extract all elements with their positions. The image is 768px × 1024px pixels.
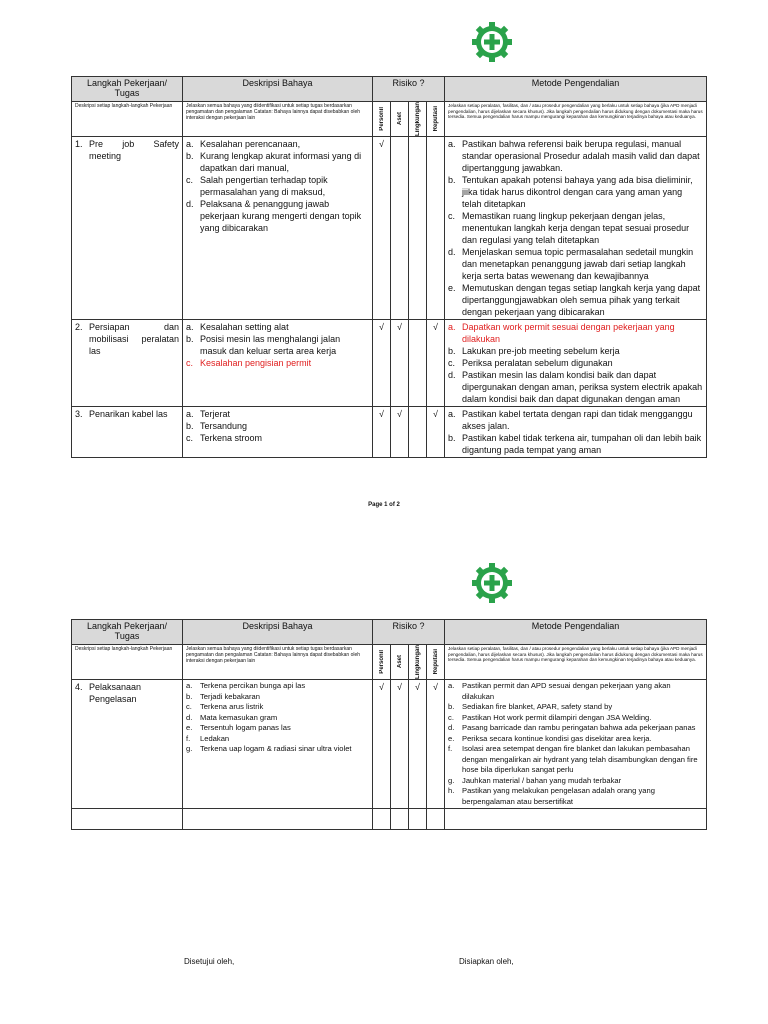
control-item: h. Pastikan yang melakukan pengelasan adalah orang yang berpengalaman atau bersertifikat (448, 786, 655, 806)
hazard-item: d. Pelaksana & penanggung jawab pekerjaan kurang mengerti dengan topik yang dibicarakan (186, 199, 362, 233)
step-number: 1. (75, 139, 83, 149)
step-label: Pelaksanaan Pengelasan (89, 682, 142, 704)
page-number: Page 1 of 2 (368, 502, 400, 508)
control-item: d. Menjelaskan semua topic permasalahan sedetail mungkin dan menetapkan penanggung jawab dari setiap langkah kerja serta batas wewenang dan kewajibannya (448, 247, 694, 281)
risk-reputasi: Reputasi (432, 649, 439, 675)
risk-check: √ (409, 680, 427, 809)
sub-step: Deskripsi setiap langkah-langkah Pekerjaan (72, 102, 183, 137)
risk-check: √ (427, 320, 445, 407)
hazard-item: a. Terjerat (186, 409, 231, 419)
step-label: Persiapan dan mobilisasi peralatan las (89, 322, 179, 356)
risk-check: √ (373, 320, 391, 407)
risk-check: √ (391, 407, 409, 458)
table-row (72, 137, 707, 320)
risk-check (409, 320, 427, 407)
sub-hazard: Jelaskan semua bahaya yang diidentifikasi untuk setiap tugas berdasarkan pengamatan dan pengalaman Catatan: Bahaya lainnya dapat disebabkan oleh interaksi dengan pekerjaan lain (183, 645, 373, 680)
sub-control: Jelaskan setiap peralatan, fasilitas, dan / atau prosedur pengendalian yang berlaku untuk setiap bahaya (jika APD menjadi pengendalian, harus dijelaskan secara khusus). Jika langkah pengendalian harus didukung dengan dokumentasi maka harus tersedia. Semua pengendalian harus mampu mengurangi keparahan dan kemungkinan terjadinya bahaya atau keduanya. (445, 102, 707, 137)
control-item: b. Pastikan kabel tidak terkena air, tumpahan oli dan lebih baik digantung pada tempat yang aman (448, 433, 702, 455)
hazard-item: b. Terjadi kebakaran (186, 691, 260, 701)
empty-row (72, 809, 707, 830)
control-item: d. Pastikan mesin las dalam kondisi baik dan dapat dipergunakan dengan aman, periksa system electrik apakah dalam kondisi baik dan dapat digunakan dengan aman (448, 370, 703, 404)
risk-lingkungan: Lingkungan (414, 645, 421, 679)
control-item: d. Pasang barricade dan rambu peringatan bahwa ada pekerjaan panas (448, 723, 696, 732)
risk-lingkungan: Lingkungan (414, 102, 421, 136)
company-logo (470, 20, 514, 64)
hazard-item: a. Terkena percikan bunga api las (186, 681, 306, 690)
hazard-item: a. Kesalahan perencanaan, (186, 139, 301, 149)
header-step: Langkah Pekerjaan/ Tugas (72, 77, 183, 102)
header-hazard: Deskripsi Bahaya (183, 620, 373, 645)
hazard-cell (183, 320, 373, 407)
sub-control: Jelaskan setiap peralatan, fasilitas, dan / atau prosedur pengendalian yang berlaku untuk setiap bahaya (jika APD menjadi pengendalian, harus dijelaskan secara khusus). Jika langkah pengendalian harus didukung dengan dokumentasi maka harus tersedia. Semua pengendalian harus mampu mengurangi keparahan dan kemungkinan terjadinya bahaya atau keduanya. (445, 645, 707, 680)
hazard-item: g. Terkena uap logam & radiasi sinar ultra violet (186, 744, 352, 753)
risk-check: √ (373, 137, 391, 320)
header-control: Metode Pengendalian (445, 77, 707, 102)
sub-step: Deskripsi setiap langkah-langkah Pekerjaan (72, 645, 183, 680)
hazard-cell (183, 137, 373, 320)
step-label: Pre job Safety meeting (89, 139, 179, 161)
table-row (72, 680, 707, 809)
control-item: c. Pastikan Hot work permit dilampiri dengan JSA Welding. (448, 712, 652, 722)
hazard-item: c. Kesalahan pengisian permit (186, 358, 312, 368)
hazard-item: b. Kurang lengkap akurat informasi yang di dapatkan dari manual, (186, 151, 362, 173)
control-item: b. Lakukan pre-job meeting sebelum kerja (448, 346, 620, 356)
header-control: Metode Pengendalian (445, 620, 707, 645)
risk-personil: Personil (378, 650, 385, 674)
control-item: c. Periksa peralatan sebelum digunakan (448, 358, 613, 368)
risk-reputasi: Reputasi (432, 106, 439, 132)
risk-check: √ (373, 680, 391, 809)
header-risk: Risiko ? (373, 620, 445, 645)
risk-check (427, 137, 445, 320)
control-item: a. Pastikan bahwa referensi baik berupa regulasi, manual standar operasional Prosedur adalah masih valid dan dapat dipertanggung jawabkan. (448, 139, 700, 173)
risk-check: √ (373, 407, 391, 458)
control-item: a. Pastikan permit dan APD sesuai dengan pekerjaan yang akan dilakukan (448, 681, 671, 701)
hazard-item: c. Terkena stroom (186, 433, 263, 443)
risk-check (391, 137, 409, 320)
risk-check (409, 407, 427, 458)
jsa-table-page-1 (71, 76, 707, 458)
step-cell (72, 320, 183, 407)
step-cell (72, 680, 183, 809)
hazard-item: c. Salah pengertian terhadap topik permasalahan yang di maksud, (186, 175, 328, 197)
hazard-item: c. Terkena arus listrik (186, 702, 264, 711)
table-row (72, 320, 707, 407)
step-label: Penarikan kabel las (89, 409, 168, 419)
approved-by-label: Disetujui oleh, (184, 957, 235, 966)
risk-check: √ (391, 320, 409, 407)
table-row (72, 407, 707, 458)
hazard-item: e. Tersentuh logam panas las (186, 723, 291, 732)
step-number: 4. (75, 682, 83, 692)
hazard-item: f. Ledakan (186, 733, 230, 743)
step-number: 2. (75, 322, 83, 332)
header-risk: Risiko ? (373, 77, 445, 102)
hazard-cell (183, 407, 373, 458)
control-item: e. Periksa secara kontinue kondisi gas disekitar area kerja. (448, 733, 652, 743)
control-item: b. Sediakan fire blanket, APAR, safety stand by (448, 702, 613, 711)
step-cell (72, 407, 183, 458)
risk-check: √ (391, 680, 409, 809)
prepared-by-label: Disiapkan oleh, (459, 957, 514, 966)
gear-cross-icon (470, 20, 514, 64)
gear-cross-icon (470, 561, 514, 605)
control-item: a. Pastikan kabel tertata dengan rapi dan tidak mengganggu akses jalan. (448, 409, 693, 431)
hazard-item: b. Tersandung (186, 421, 248, 431)
risk-check (409, 137, 427, 320)
control-cell (445, 320, 707, 407)
control-item: e. Memutuskan dengan tegas setiap langkah kerja yang dapat dipertanggungjawabkan oleh semua pihak yang terkait dengan pekerjaan yang dibicarakan (448, 283, 701, 317)
risk-aset: Aset (396, 655, 403, 669)
hazard-item: a. Kesalahan setting alat (186, 322, 289, 332)
risk-personil: Personil (378, 107, 385, 131)
control-item: a. Dapatkan work permit sesuai dengan pekerjaan yang dilakukan (448, 322, 675, 344)
control-item: f. Isolasi area setempat dengan fire blanket dan lakukan pembasahan dengan mengalirkan air hydrant yang telah disambungkan dengan fire hose bila diperlukan sangat perlu (448, 744, 698, 774)
hazard-cell (183, 680, 373, 809)
hazard-item: d. Mata kemasukan gram (186, 712, 278, 722)
control-cell (445, 680, 707, 809)
risk-aset: Aset (396, 112, 403, 126)
control-cell (445, 137, 707, 320)
hazard-item: b. Posisi mesin las menghalangi jalan masuk dan keluar serta area kerja (186, 334, 341, 356)
control-cell (445, 407, 707, 458)
sub-hazard: Jelaskan semua bahaya yang diidentifikasi untuk setiap tugas berdasarkan pengamatan dan pengalaman Catatan: Bahaya lainnya dapat disebabkan oleh interaksi dengan pekerjaan lain (183, 102, 373, 137)
risk-check: √ (427, 407, 445, 458)
header-step: Langkah Pekerjaan/ Tugas (72, 620, 183, 645)
control-item: b. Tentukan apakah potensi bahaya yang ada bisa dieliminir, jiika tidak harus dikontrol dengan cara yang aman yang telah ditetapkan (448, 175, 693, 209)
step-cell (72, 137, 183, 320)
control-item: g. Jauhkan material / bahan yang mudah terbakar (448, 775, 622, 785)
jsa-table-page-2 (71, 619, 707, 830)
risk-check: √ (427, 680, 445, 809)
header-hazard: Deskripsi Bahaya (183, 77, 373, 102)
control-item: c. Memastikan ruang lingkup pekerjaan dengan jelas, menentukan langkah kerja dengan tepat sesuai prosedur dan regulasi yang telah ditetapkan (448, 211, 690, 245)
company-logo-page-2 (470, 561, 514, 605)
step-number: 3. (75, 409, 83, 419)
